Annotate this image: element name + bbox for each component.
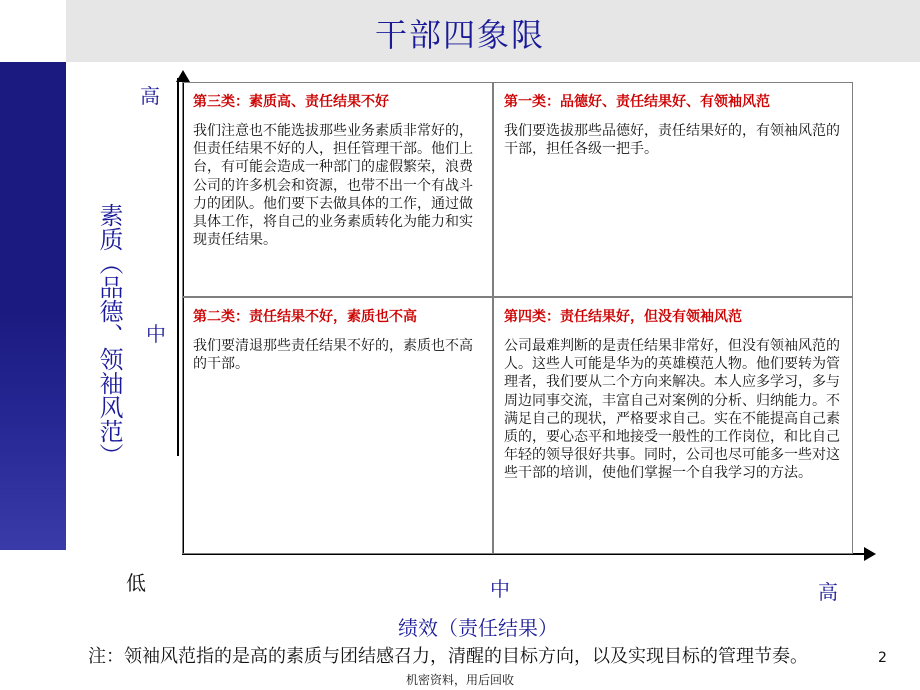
y-axis-low-label: 低 [126, 571, 146, 595]
quadrant-body: 我们注意也不能选拔那些业务素质非常好的，但责任结果不好的人，担任管理干部。他们上台，有可能会造成一种部门的虚假繁荣，浪费公司的许多机会和资源，也带不出一个有战斗力的团队。他们要下去做具体的工作，通过做具体工作，将自己的业务素质转化为能力和实现责任结果。 [193, 123, 473, 249]
y-axis-title: 素质（品德、领袖风范） [95, 203, 123, 467]
quadrant-4 [493, 297, 853, 554]
x-axis-high-label: 高 [818, 580, 838, 604]
y-axis-high-label: 高 [140, 84, 160, 108]
quadrant-body: 公司最难判断的是责任结果非常好，但没有领袖风范的人。这些人可能是华为的英雄模范人物。他们要转为管理者，我们要从二个方向来解决。本人应多学习，多与周边同事交流，丰富自己对案例的分析、归纳能力。不满足自己的现状，严格要求自己。实在不能提高自己素质的，要心态平和地接受一般性的工作岗位，和比自己年轻的领导很好共事。同时，公司也尽可能多一些对这些干部的培训，使他们掌握一个自我学习的方法。 [504, 338, 840, 482]
quadrant-heading: 第三类：素质高、责任结果不好 [193, 94, 389, 110]
quadrant-body: 我们要选拔那些品德好，责任结果好的，有领袖风范的干部，担任各级一把手。 [504, 123, 840, 158]
page-title: 干部四象限 [374, 16, 545, 54]
left-accent-bar [0, 62, 66, 310]
y-axis-mid-label: 中 [146, 322, 166, 346]
quadrant-1 [493, 82, 853, 297]
confidentiality-footer: 机密资料，用后回收 [405, 673, 514, 687]
quadrant-2 [182, 297, 493, 554]
y-axis-arrow-icon [176, 70, 190, 82]
left-accent-gradient [0, 310, 66, 550]
quadrant-3 [182, 82, 493, 297]
quadrant-heading: 第四类：责任结果好，但没有领袖风范 [504, 309, 742, 325]
x-axis-mid-label: 中 [490, 577, 510, 601]
footnote: 注：领袖风范指的是高的素质与团结感召力，清醒的目标方向，以及实现目标的管理节奏。 [88, 646, 808, 667]
secondary-vertical-line [177, 78, 179, 456]
quadrant-heading: 第一类：品德好、责任结果好、有领袖风范 [504, 94, 770, 110]
page-number: 2 [878, 650, 887, 666]
quadrant-heading: 第二类：责任结果不好，素质也不高 [193, 309, 417, 325]
quadrant-body: 我们要清退那些责任结果不好的，素质也不高的干部。 [193, 338, 473, 373]
quadrant-grid [182, 82, 853, 554]
x-axis-arrow-icon [864, 547, 876, 561]
x-axis-title: 绩效（责任结果） [398, 616, 558, 640]
